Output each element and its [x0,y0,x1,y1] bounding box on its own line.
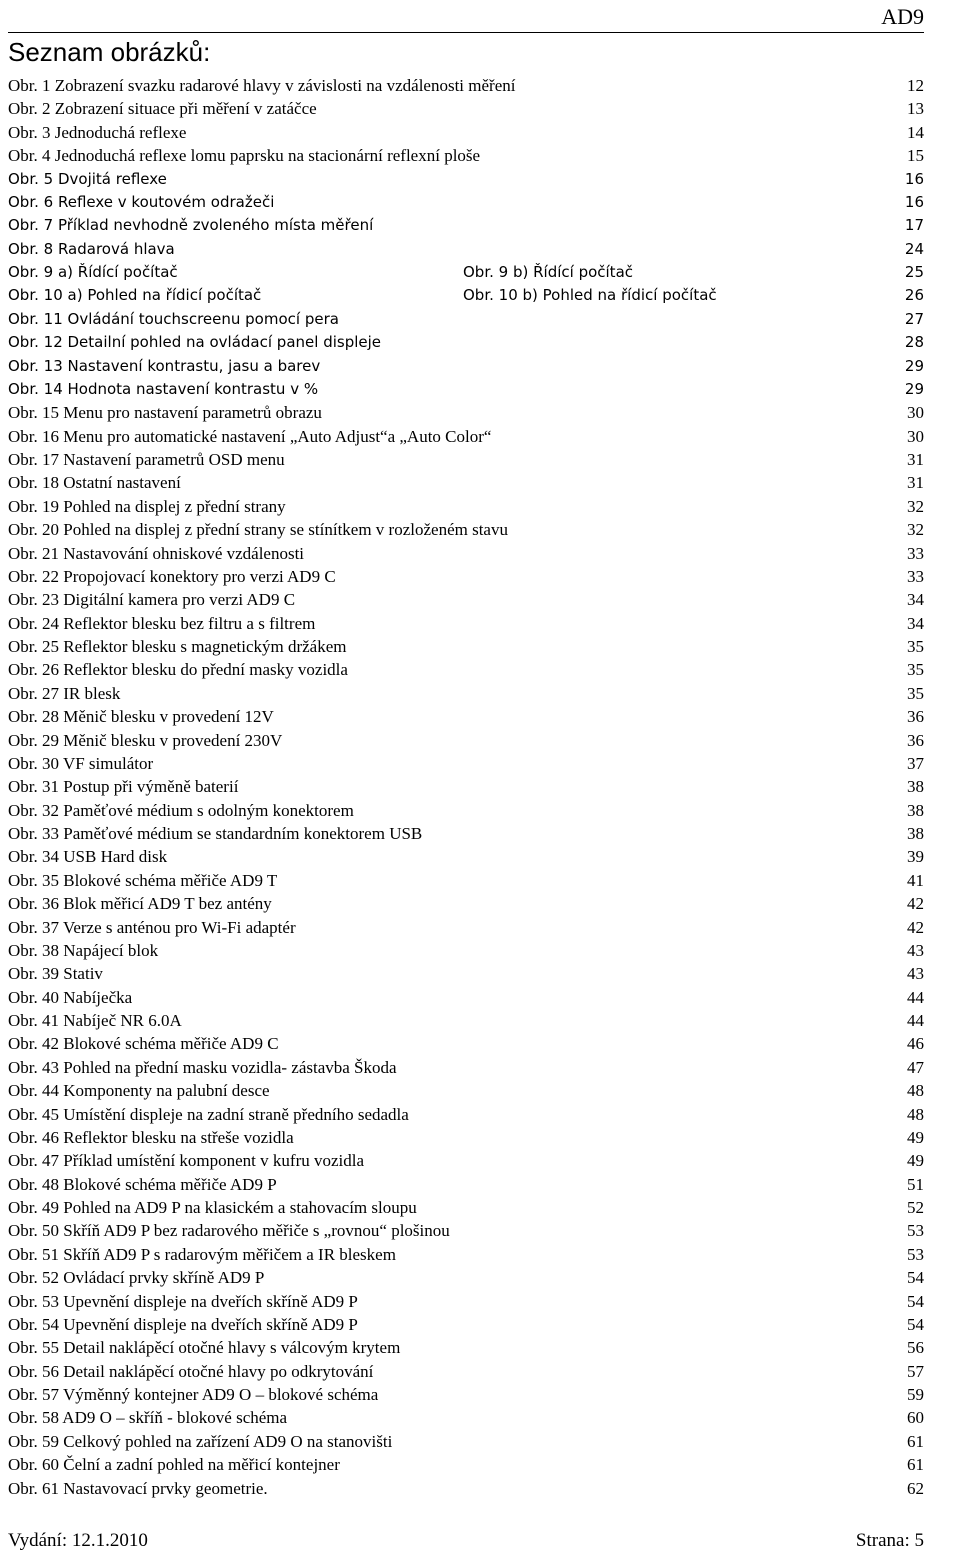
figure-entry-label: Obr. 53 Upevnění displeje na dveřích skříně AD9 P [8,1291,358,1311]
figure-entry-label: Obr. 13 Nastavení kontrastu, jasu a barev [8,356,321,375]
figure-entry-page: 61 [907,1431,924,1451]
figure-entry-label-secondary: Obr. 9 b) Řídící počítač [463,263,634,281]
figure-entry[interactable] [8,1149,924,1172]
figure-entry-page: 51 [907,1174,924,1194]
figure-entry-label: Obr. 40 Nabíječka [8,987,133,1007]
figure-entry-label: Obr. 9 a) Řídící počítač [8,263,178,281]
figure-entry-page: 35 [907,683,924,703]
figure-entry-page: 47 [907,1057,924,1077]
figure-entry-label: Obr. 19 Pohled na displej z přední strany [8,496,286,516]
figure-entry[interactable] [8,752,924,775]
figure-entry[interactable] [8,682,924,705]
figure-entry-label: Obr. 55 Detail naklápěcí otočné hlavy s válcovým krytem [8,1338,401,1358]
figure-entry-page: 35 [907,637,924,656]
figure-entry[interactable] [8,822,924,845]
figure-entry-page: 30 [907,426,924,446]
figure-entry-label: Obr. 22 Propojovací konektory pro verzi AD9 C [8,566,336,586]
figure-entry-label: Obr. 28 Měnič blesku v provedení 12V [8,707,274,727]
figure-entry-page: 54 [907,1291,924,1311]
figure-entry-label: Obr. 8 Radarová hlava [8,239,175,258]
figure-entry[interactable] [8,401,924,424]
figure-entry-label: Obr. 57 Výměnný kontejner AD9 O – blokové schéma [8,1385,379,1404]
figure-entry[interactable] [8,144,924,167]
figure-entry-label: Obr. 21 Nastavování ohniskové vzdálenosti [8,543,305,563]
figure-entry-page: 30 [907,403,924,423]
figure-entry[interactable] [8,705,924,728]
figure-entry[interactable] [8,331,924,354]
figure-entry-label: Obr. 7 Příklad nevhodně zvoleného místa měření [8,216,374,235]
figure-entry-page: 14 [907,122,924,142]
figure-entry[interactable] [8,1173,924,1196]
figure-entry-label: Obr. 25 Reflektor blesku s magnetickým držákem [8,637,347,656]
figure-entry-page: 35 [907,660,924,680]
figure-entry-label: Obr. 30 VF simulátor [8,753,154,773]
figure-entry[interactable] [8,1430,924,1453]
figure-entry-label: Obr. 50 Skříň AD9 P bez radarového měřiče s „rovnou“ plošinou [8,1221,450,1241]
figure-entry-page: 57 [907,1361,924,1381]
figure-entry-page: 62 [907,1478,924,1498]
figure-entry-page: 29 [904,379,924,398]
figure-entry-page: 42 [907,894,924,914]
figure-entry-page: 31 [907,450,924,469]
page-number: Strana: 5 [855,1530,924,1551]
figure-entry-page: 38 [907,824,924,843]
figure-entry-page: 53 [907,1244,924,1264]
figure-entry[interactable] [8,1196,924,1219]
header-divider [8,32,924,33]
figure-entry[interactable] [8,448,924,471]
figure-entry-label: Obr. 35 Blokové schéma měřiče AD9 T [8,870,278,890]
figure-entry[interactable] [8,845,924,868]
figure-entry[interactable] [8,168,924,191]
figure-entry-page: 15 [907,146,924,166]
figure-entry-label: Obr. 45 Umístění displeje na zadní straně předního sedadla [8,1104,409,1124]
figure-entry-page: 27 [904,309,924,328]
issue-date: Vydání: 12.1.2010 [8,1530,148,1551]
figure-entry-label: Obr. 26 Reflektor blesku do přední masky vozidla [8,660,348,680]
figure-entry[interactable] [8,1032,924,1055]
figure-entry[interactable] [8,729,924,752]
figure-entry-page: 43 [907,940,924,960]
figure-entry-label: Obr. 46 Reflektor blesku na střeše vozidla [8,1127,294,1147]
figure-entry[interactable] [8,284,924,307]
figure-entry-label: Obr. 44 Komponenty na palubní desce [8,1081,270,1101]
figure-entry[interactable] [8,1126,924,1149]
figure-entry-page: 32 [907,496,924,516]
figure-entry-page: 48 [907,1104,924,1124]
figure-entry[interactable] [8,1406,924,1429]
figure-entry-label: Obr. 36 Blok měřicí AD9 T bez antény [8,894,272,914]
figure-entry-page: 38 [907,800,924,820]
figure-entry[interactable] [8,1009,924,1032]
figure-entry[interactable] [8,542,924,565]
figure-entry-label: Obr. 52 Ovládací prvky skříně AD9 P [8,1268,265,1288]
figure-entry-label: Obr. 31 Postup při výměně baterií [8,777,239,797]
figure-entry-label: Obr. 15 Menu pro nastavení parametrů obrazu [8,403,322,423]
figure-entry[interactable] [8,1360,924,1383]
figure-entry-page: 38 [907,777,924,797]
figure-entry[interactable] [8,1056,924,1079]
figure-entry-page: 25 [904,263,924,281]
figure-entry[interactable] [8,1103,924,1126]
figure-entry-page: 44 [907,1011,924,1030]
figure-entry[interactable] [8,1383,924,1406]
figure-entry[interactable] [8,1290,924,1313]
figure-entry-label: Obr. 47 Příklad umístění komponent v kufru vozidla [8,1151,365,1171]
figure-entry[interactable] [8,1079,924,1102]
figure-entry[interactable] [8,97,924,120]
figure-entry-page: 36 [907,730,924,750]
figure-entry-label: Obr. 11 Ovládání touchscreenu pomocí pera [8,309,339,328]
figure-entry-page: 29 [904,356,924,375]
figure-entry-page: 54 [907,1268,924,1288]
figure-entry-page: 56 [907,1338,924,1358]
figure-entry-label: Obr. 51 Skříň AD9 P s radarovým měřičem a IR bleskem [8,1244,396,1264]
figure-entry[interactable] [8,869,924,892]
figure-entry-label: Obr. 32 Paměťové médium s odolným konektorem [8,800,354,820]
figure-entry-label: Obr. 10 a) Pohled na řídicí počítač [8,286,262,305]
figure-entry-label: Obr. 4 Jednoduchá reflexe lomu paprsku na stacionární reflexní ploše [8,146,481,166]
figure-entry[interactable] [8,1219,924,1242]
figure-entry[interactable] [8,892,924,915]
figure-entry-label: Obr. 20 Pohled na displej z přední strany se stínítkem v rozloženém stavu [8,520,508,540]
figure-entry-label: Obr. 39 Stativ [8,964,103,984]
figure-entry[interactable] [8,962,924,985]
figure-entry[interactable] [8,518,924,541]
figure-entry[interactable] [8,261,924,284]
figure-entry-page: 43 [907,964,924,984]
figure-entry-label: Obr. 12 Detailní pohled na ovládací panel displeje [8,333,382,352]
figure-entry[interactable] [8,1266,924,1289]
figure-entry-label: Obr. 16 Menu pro automatické nastavení „Auto Adjust“a „Auto Color“ [8,426,492,446]
figure-entry-label: Obr. 27 IR blesk [8,683,121,703]
figure-entry[interactable] [8,238,924,261]
figure-entry-page: 17 [904,216,924,235]
figure-entry-page: 24 [904,239,924,258]
figure-entry-label: Obr. 1 Zobrazení svazku radarové hlavy v závislosti na vzdálenosti měření [8,76,516,95]
figure-entry-page: 52 [907,1198,924,1217]
figure-entry-label: Obr. 59 Celkový pohled na zařízení AD9 O na stanovišti [8,1431,393,1451]
figure-entry[interactable] [8,775,924,798]
figure-entry-page: 34 [907,590,924,610]
figure-entry-page: 37 [907,753,924,773]
figure-entry-page: 33 [907,543,924,563]
figure-entry[interactable] [8,986,924,1009]
figure-entry-label: Obr. 41 Nabíječ NR 6.0A [8,1011,182,1030]
figure-entry-page: 16 [904,192,924,211]
figure-entry-page: 46 [907,1034,924,1054]
figure-entry-label: Obr. 33 Paměťové médium se standardním konektorem USB [8,824,423,843]
figure-entry-label: Obr. 23 Digitální kamera pro verzi AD9 C [8,590,296,610]
figure-entry[interactable] [8,799,924,822]
figure-entry-page: 33 [907,566,924,586]
figure-entry-page: 32 [907,520,924,540]
figure-entry-label: Obr. 58 AD9 O – skříň - blokové schéma [8,1408,288,1428]
figure-entry[interactable] [8,612,924,635]
figure-list [8,74,924,1500]
figure-entry-page: 59 [907,1385,924,1404]
figure-entry-label: Obr. 17 Nastavení parametrů OSD menu [8,450,285,469]
figure-entry[interactable] [8,308,924,331]
figure-entry-label: Obr. 29 Měnič blesku v provedení 230V [8,730,283,750]
figure-entry-label: Obr. 54 Upevnění displeje na dveřích skříně AD9 P [8,1314,358,1334]
figure-entry-label: Obr. 49 Pohled na AD9 P na klasickém a stahovacím sloupu [8,1198,417,1217]
page-title: Seznam obrázků: [8,37,211,67]
document-code: AD9 [881,4,924,29]
figure-entry-label: Obr. 42 Blokové schéma měřiče AD9 C [8,1034,279,1054]
figure-entry-page: 54 [907,1314,924,1334]
figure-entry[interactable] [8,565,924,588]
figure-entry-page: 28 [904,333,924,352]
figure-entry[interactable] [8,191,924,214]
figure-entry[interactable] [8,1477,924,1500]
figure-entry[interactable] [8,1453,924,1476]
figure-entry[interactable] [8,74,924,97]
figure-entry-page: 12 [907,76,924,95]
figure-entry-page: 49 [907,1127,924,1147]
figure-entry-page: 34 [907,613,924,633]
figure-entry-page: 39 [907,847,924,867]
figure-entry-label: Obr. 43 Pohled na přední masku vozidla- zástavba Škoda [8,1057,397,1077]
figure-entry-label-secondary: Obr. 10 b) Pohled na řídicí počítač [463,286,717,305]
figure-entry-label: Obr. 48 Blokové schéma měřiče AD9 P [8,1174,277,1194]
figure-entry-label: Obr. 34 USB Hard disk [8,847,168,867]
figure-entry-page: 26 [904,286,924,305]
figure-entry-page: 16 [904,169,924,188]
figure-entry-label: Obr. 56 Detail naklápěcí otočné hlavy po odkrytování [8,1361,374,1381]
figure-entry-page: 60 [907,1408,924,1428]
figure-entry[interactable] [8,378,924,401]
figure-entry[interactable] [8,916,924,939]
figure-entry-label: Obr. 5 Dvojitá reflexe [8,169,167,188]
figure-entry-page: 61 [907,1455,924,1475]
figure-entry[interactable] [8,214,924,237]
figure-entry-label: Obr. 61 Nastavovací prvky geometrie. [8,1478,268,1498]
figure-entry-page: 53 [907,1221,924,1241]
figure-entry-label: Obr. 37 Verze s anténou pro Wi-Fi adaptér [8,917,296,937]
figure-entry[interactable] [8,355,924,378]
figure-entry-label: Obr. 14 Hodnota nastavení kontrastu v % [8,379,319,398]
figure-entry-page: 42 [907,917,924,937]
figure-entry-page: 49 [907,1151,924,1171]
figure-entry-page: 13 [907,99,924,119]
figure-entry[interactable] [8,1336,924,1359]
figure-entry-label: Obr. 60 Čelní a zadní pohled na měřicí kontejner [8,1455,340,1475]
figure-entry[interactable] [8,471,924,494]
figure-entry-label: Obr. 2 Zobrazení situace při měření v zatáčce [8,99,317,119]
figure-entry-page: 41 [907,870,924,890]
figure-entry-label: Obr. 6 Reflexe v koutovém odražeči [8,192,275,211]
figure-entry-page: 36 [907,707,924,727]
figure-entry[interactable] [8,1313,924,1336]
figure-entry-label: Obr. 3 Jednoduchá reflexe [8,122,187,142]
figure-entry-label: Obr. 24 Reflektor blesku bez filtru a s filtrem [8,613,316,633]
figure-entry[interactable] [8,1243,924,1266]
figure-entry-page: 44 [907,987,924,1007]
figure-entry[interactable] [8,121,924,144]
figure-entry-page: 31 [907,473,924,493]
figure-entry[interactable] [8,939,924,962]
figure-entry[interactable] [8,588,924,611]
figure-entry-page: 48 [907,1081,924,1101]
figure-entry-label: Obr. 38 Napájecí blok [8,940,159,960]
figure-entry-label: Obr. 18 Ostatní nastavení [8,473,181,493]
figure-entry[interactable] [8,495,924,518]
figure-entry[interactable] [8,425,924,448]
figure-entry[interactable] [8,658,924,681]
figure-entry[interactable] [8,635,924,658]
